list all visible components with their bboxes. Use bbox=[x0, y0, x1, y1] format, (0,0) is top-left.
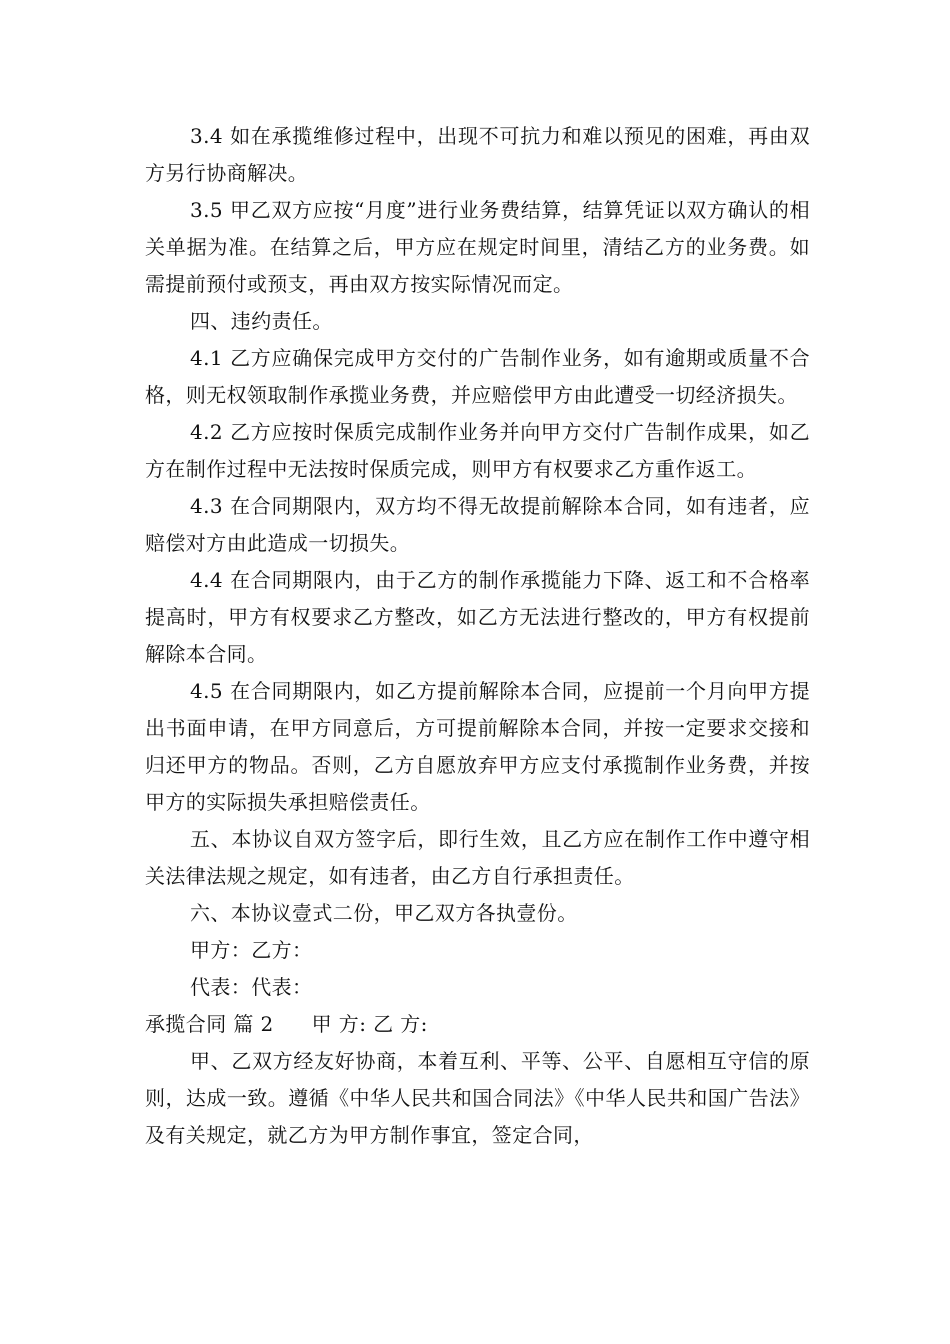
preamble-paragraph: 甲、乙双方经友好协商，本着互利、平等、公平、自愿相互守信的原则，达成一致。遵循《中华人民共和国合同法》《中华人民共和国广告法》及有关规定，就乙方为甲方制作事宜，签定合同， bbox=[145, 1049, 810, 1147]
clause-4-5: 4.5 在合同期限内，如乙方提前解除本合同，应提前一个月向甲方提出书面申请，在甲方同意后，方可提前解除本合同，并按一定要求交接和归还甲方的物品。否则，乙方自愿放弃甲方应支付承揽制作业务费，并按甲方的实际损失承担赔偿责任。 bbox=[145, 679, 810, 814]
section-heading-breach: 四、违约责任。 bbox=[190, 309, 333, 333]
clause-4-3: 4.3 在合同期限内，双方均不得无故提前解除本合同，如有违者，应赔偿对方由此造成一切损失。 bbox=[145, 494, 810, 555]
clause-3-4: 3.4 如在承揽维修过程中，出现不可抗力和难以预见的困难，再由双方另行协商解决。 bbox=[145, 124, 810, 185]
clause-6-copies: 六、本协议壹式二份，甲乙双方各执壹份。 bbox=[190, 901, 578, 925]
signature-representatives: 代表：代表： bbox=[190, 975, 313, 999]
document-body bbox=[145, 118, 810, 1154]
clause-5-effective: 五、本协议自双方签字后，即行生效，且乙方应在制作工作中遵守相关法律法规之规定，如有违者，由乙方自行承担责任。 bbox=[145, 827, 810, 888]
clause-4-2: 4.2 乙方应按时保质完成制作业务并向甲方交付广告制作成果，如乙方在制作过程中无法按时保质完成，则甲方有权要求乙方重作返工。 bbox=[145, 420, 810, 481]
clause-4-1: 4.1 乙方应确保完成甲方交付的广告制作业务，如有逾期或质量不合格，则无权领取制作承揽业务费，并应赔偿甲方由此遭受一切经济损失。 bbox=[145, 346, 810, 407]
section-title-line bbox=[145, 1006, 810, 1043]
signature-parties: 甲方：乙方： bbox=[190, 938, 313, 962]
section-parties: 甲 方: 乙 方: bbox=[311, 1012, 428, 1036]
clause-4-4: 4.4 在合同期限内，由于乙方的制作承揽能力下降、返工和不合格率提高时，甲方有权要求乙方整改，如乙方无法进行整改的，甲方有权提前解除本合同。 bbox=[145, 568, 810, 666]
section-title: 承揽合同 篇 2 bbox=[145, 1012, 274, 1036]
clause-3-5: 3.5 甲乙双方应按“月度”进行业务费结算，结算凭证以双方确认的相关单据为准。在结算之后，甲方应在规定时间里，清结乙方的业务费。如需提前预付或预支，再由双方按实际情况而定。 bbox=[145, 198, 810, 296]
